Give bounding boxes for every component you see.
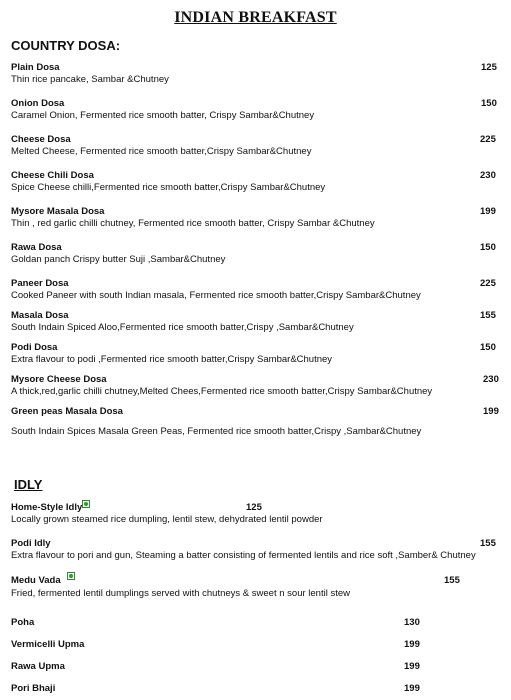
- section-country-dosa: COUNTRY DOSA:: [11, 38, 121, 53]
- item-name: Pori Bhaji: [11, 683, 56, 694]
- item-price: 225: [480, 134, 496, 145]
- page-title: INDIAN BREAKFAST: [174, 9, 337, 26]
- item-price: 199: [483, 406, 499, 417]
- item-price: 199: [404, 661, 420, 672]
- item-desc: Goldan panch Crispy butter Suji ,Sambar&Chutney: [11, 254, 226, 265]
- item-name: Poha: [11, 617, 35, 628]
- item-desc: Locally grown steamed rice dumpling, lentil stew, dehydrated lentil powder: [11, 514, 323, 525]
- item-price: 199: [404, 639, 420, 650]
- veg-mark-icon: [82, 500, 90, 508]
- item-name: Rawa Dosa: [11, 242, 62, 253]
- item-name: Podi Dosa: [11, 342, 58, 353]
- section-idly: IDLY: [14, 477, 43, 492]
- item-name: Plain Dosa: [11, 62, 60, 73]
- item-price: 155: [480, 538, 496, 549]
- item-price: 155: [480, 310, 496, 321]
- item-price: 150: [480, 342, 496, 353]
- item-name: Home-Style Idly: [11, 502, 83, 513]
- item-price: 125: [246, 502, 262, 513]
- item-desc: Extra flavour to podi ,Fermented rice smooth batter,Crispy Sambar&Chutney: [11, 354, 333, 365]
- item-desc: South Indain Spices Masala Green Peas, Fermented rice smooth batter,Crispy ,Sambar&Chutney: [11, 426, 422, 437]
- item-name: Medu Vada: [11, 575, 61, 586]
- item-name: Cheese Dosa: [11, 134, 71, 145]
- item-name: Mysore Masala Dosa: [11, 206, 105, 217]
- item-desc: Thin rice pancake, Sambar &Chutney: [11, 74, 169, 85]
- item-price: 225: [480, 278, 496, 289]
- item-name: Paneer Dosa: [11, 278, 69, 289]
- item-desc: Fried, fermented lentil dumplings served with chutneys & sweet n sour lentil stew: [11, 588, 350, 599]
- item-name: Vermicelli Upma: [11, 639, 85, 650]
- item-desc: South Indain Spiced Aloo,Fermented rice smooth batter,Crispy ,Sambar&Chutney: [11, 322, 354, 333]
- item-price: 230: [483, 374, 499, 385]
- item-price: 150: [481, 98, 497, 109]
- item-price: 150: [480, 242, 496, 253]
- item-desc: A thick,red,garlic chilli chutney,Melted Chees,Fermented rice smooth batter,Crispy Sambar&Chutney: [11, 386, 433, 397]
- item-name: Onion Dosa: [11, 98, 65, 109]
- item-desc: Extra flavour to pori and gun, Steaming a batter consisting of fermented lentils and rice soft ,Samber& Chutney: [11, 550, 476, 561]
- item-name: Green peas Masala Dosa: [11, 406, 123, 417]
- item-name: Masala Dosa: [11, 310, 69, 321]
- item-price: 130: [404, 617, 420, 628]
- item-name: Mysore Cheese Dosa: [11, 374, 107, 385]
- item-desc: Cooked Paneer with south Indian masala, Fermented rice smooth batter,Crispy Sambar&Chutney: [11, 290, 421, 301]
- item-price: 155: [444, 575, 460, 586]
- item-desc: Spice Cheese chilli,Fermented rice smooth batter,Crispy Sambar&Chutney: [11, 182, 326, 193]
- item-name: Podi Idly: [11, 538, 51, 549]
- item-desc: Melted Cheese, Fermented rice smooth batter,Crispy Sambar&Chutney: [11, 146, 312, 157]
- item-desc: Thin , red garlic chilli chutney, Fermented rice smooth batter, Crispy Sambar &Chutney: [11, 218, 375, 229]
- item-name: Rawa Upma: [11, 661, 65, 672]
- item-name: Cheese Chili Dosa: [11, 170, 94, 181]
- item-price: 199: [404, 683, 420, 694]
- item-price: 199: [480, 206, 496, 217]
- item-price: 125: [481, 62, 497, 73]
- item-price: 230: [480, 170, 496, 181]
- item-desc: Caramel Onion, Fermented rice smooth batter, Crispy Sambar&Chutney: [11, 110, 315, 121]
- veg-mark-icon: [67, 572, 75, 580]
